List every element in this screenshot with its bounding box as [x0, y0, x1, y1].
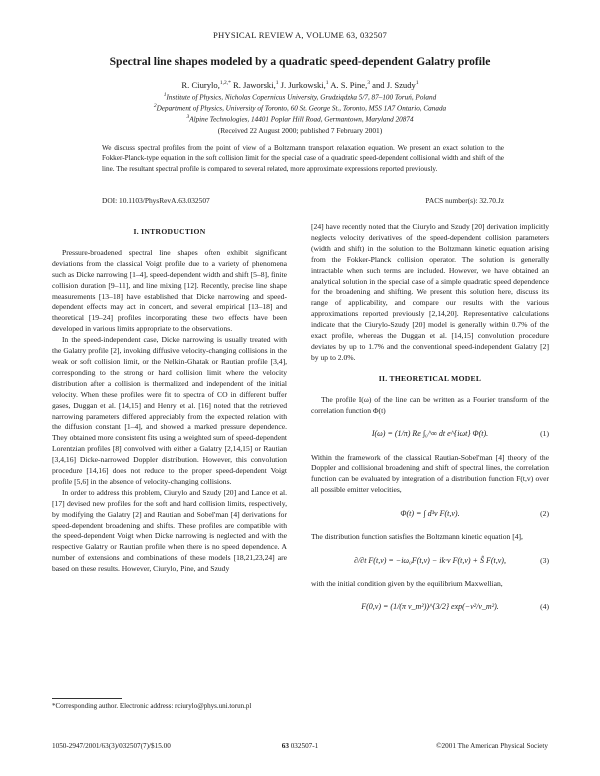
- affiliation: $^3$Alpine Technologies, 14401 Poplar Hill Road, Germantown, Maryland 20874: [186, 114, 414, 124]
- right-column: [311, 222, 549, 626]
- paragraph: In the speed-independent case, Dicke narrowing is usually treated with the Galatry profile [2], invoking diffusive velocity-changing collisions in the weak or soft collision limit, or the Nelkin-Ghatak or Rautian profile [3,4], corresponding to the strong or hard collision limit where the velocity distribution after a collision is thermalized and independent of the initial velocity. When these profiles were fit to spectra of CO in different buffer gases, Duggan et al. [14,15] and Henry et al. [16] noted that the retrieved narrowing parameters differed appreciably from the expected relation with the diffusion constant [1–4], and showed a marked pressure dependence. They obtained more consistent fits using a weighted sum of speed-dependent Lorentzian profiles [8] convolved with either a Galatry [2,14,15] or Rautian [3,4,16] Dicke-narrowed Doppler distribution. However, this convolution procedure [14,16] does not reduce to the proper speed-dependent Voigt profile [5,6] in the absence of velocity-changing collisions.: [52, 335, 287, 486]
- affiliation: $^1$Institute of Physics, Nicholas Copernicus University, Grudziądzka 5/7, 87–100 Toruń, Poland: [163, 92, 437, 102]
- equation-number: (1): [540, 429, 549, 439]
- pacs-number: PACS number(s): 32.70.Jz: [425, 196, 504, 205]
- paragraph: In order to address this problem, Ciurylo and Szudy [20] and Lance et al. [17] devised new profiles for the soft and hard collision limits, respectively, by modifying the Galatry [2] and Rautian and Sobel'man [4] derivations for speed-dependent broadening and shifts. These profiles are compatible with the speed-dependent Voigt when Dicke narrowing is neglected and with the respective Galatry or Rautian profile when there is no speed dependence. A number of extensions and combinations of these models [18,21,23,24] are based on these results. However, Ciurylo, Pine, and Szudy: [52, 487, 287, 574]
- equation-body: ∂/∂t F(t,v) = −iω₀F(t,v) − ik·v F(t,v) + Ŝ F(t,v),: [354, 555, 506, 565]
- left-column: [52, 222, 287, 575]
- author-list: [0, 80, 600, 90]
- author: A. S. Pine,$^3$: [330, 80, 370, 90]
- footer-copyright: ©2001 The American Physical Society: [436, 742, 548, 750]
- equation-body: F(0,v) = (1/(π v_m²))^{3/2} exp(−v²/v_m²).: [361, 602, 499, 612]
- equation-body: Φ(t) = ∫ d³v F(t,v).: [400, 508, 460, 518]
- footer-page-number: 63 032507-1: [281, 742, 319, 750]
- equation-number: (2): [540, 508, 549, 518]
- paragraph: [24] have recently noted that the Ciurylo and Szudy [20] derivation implicitly neglects velocity derivatives of the speed-dependent collision parameters (width and shift) in the solution to the Boltzmann kinetic equation arising from the Fokker-Planck collision operator. The solution is generally intractable when such terms are included. However, we have obtained an analytical solution in the special case of a simple quadratic speed dependence for the broadening and shifting. We present this solution here, discuss its range of applicability, and compare our results with the various approximations reported previously [2,14,20]. Representative calculations indicate that the Ciurylo-Szudy [20] model is generally within 0.7% of the exact profile, whereas the Duggan et al. [14,15] convolution procedure deviates by up to 1.7% and the conventional speed-independent Galatry [2] by up to 2.0%.: [311, 222, 549, 362]
- footer-issn: 1050-2947/2001/63(3)/032507(7)/$15.00: [52, 742, 171, 750]
- equation-1: [311, 423, 549, 447]
- section-heading: I. INTRODUCTION: [133, 227, 206, 236]
- paragraph: Pressure-broadened spectral line shapes often exhibit significant deviations from the classical Voigt profile due to a variety of phenomena such as Dicke narrowing [1–4], speed-dependent width and shift [5–8], finite collision duration [9–11], and line mixing [12]. Recently, precise line shape measurements [13–18] have established that Dicke narrowing and speed-dependent effects may act in concert, and several empirical [13–18] and theoretical [19–24] profiles incorporating these two effects have been developed in various limits appropriate to the observations.: [52, 247, 287, 334]
- received-date: (Received 22 August 2000; published 7 February 2001): [217, 126, 383, 135]
- paper-title: Spectral line shapes modeled by a quadratic speed-dependent Galatry profile: [109, 55, 491, 68]
- equation-number: (4): [540, 602, 549, 612]
- paragraph: Within the framework of the classical Rautian-Sobel'man [4] theory of the Doppler and collisional broadening and shift of spectral lines, the correlation function can be evaluated by integration of a distribution function F(t,v) over all possible emitter velocities,: [311, 452, 549, 495]
- equation-number: (3): [540, 555, 549, 565]
- journal-header: PHYSICAL REVIEW A, VOLUME 63, 032507: [213, 30, 387, 40]
- author: and J. Szudy$^1$: [372, 80, 419, 90]
- author: R. Ciurylo,$^{1,2,*}$: [181, 80, 231, 90]
- section-heading: II. THEORETICAL MODEL: [378, 373, 482, 383]
- author: R. Jaworski,$^1$: [233, 80, 279, 90]
- equation-2: [311, 502, 549, 526]
- doi-link[interactable]: DOI: 10.1103/PhysRevA.63.032507: [102, 196, 210, 205]
- affiliation: $^2$Department of Physics, University of Toronto, 60 St. George St., Toronto, M5S 1A7 Ontario, Canada: [153, 103, 447, 113]
- equation-body: I(ω) = (1/π) Re ∫₀^∞ dt e^{iωt} Φ(t).: [371, 429, 489, 439]
- footnote: *Corresponding author. Electronic address: rciurylo@phys.uni.torun.pl: [52, 702, 252, 710]
- paragraph: The profile I(ω) of the line can be written as a Fourier transform of the correlation function Φ(t): [311, 394, 549, 415]
- author: J. Jurkowski,$^1$: [280, 80, 329, 90]
- footnote-divider: [52, 698, 122, 699]
- paragraph: The distribution function satisfies the Boltzmann kinetic equation [4],: [311, 532, 523, 542]
- equation-4: [311, 596, 549, 620]
- equation-3: [311, 549, 549, 573]
- paragraph: with the initial condition given by the equilibrium Maxwellian,: [311, 579, 503, 589]
- abstract: We discuss spectral profiles from the point of view of a Boltzmann transport relaxation equation. We present an exact solution to the Fokker-Planck-type equation in the soft collision limit for the special case of a quadratic speed-dependent collisional width and shift of the line. The resultant spectral profile is compared to several related, more approximate expressions reported previously.: [102, 144, 504, 173]
